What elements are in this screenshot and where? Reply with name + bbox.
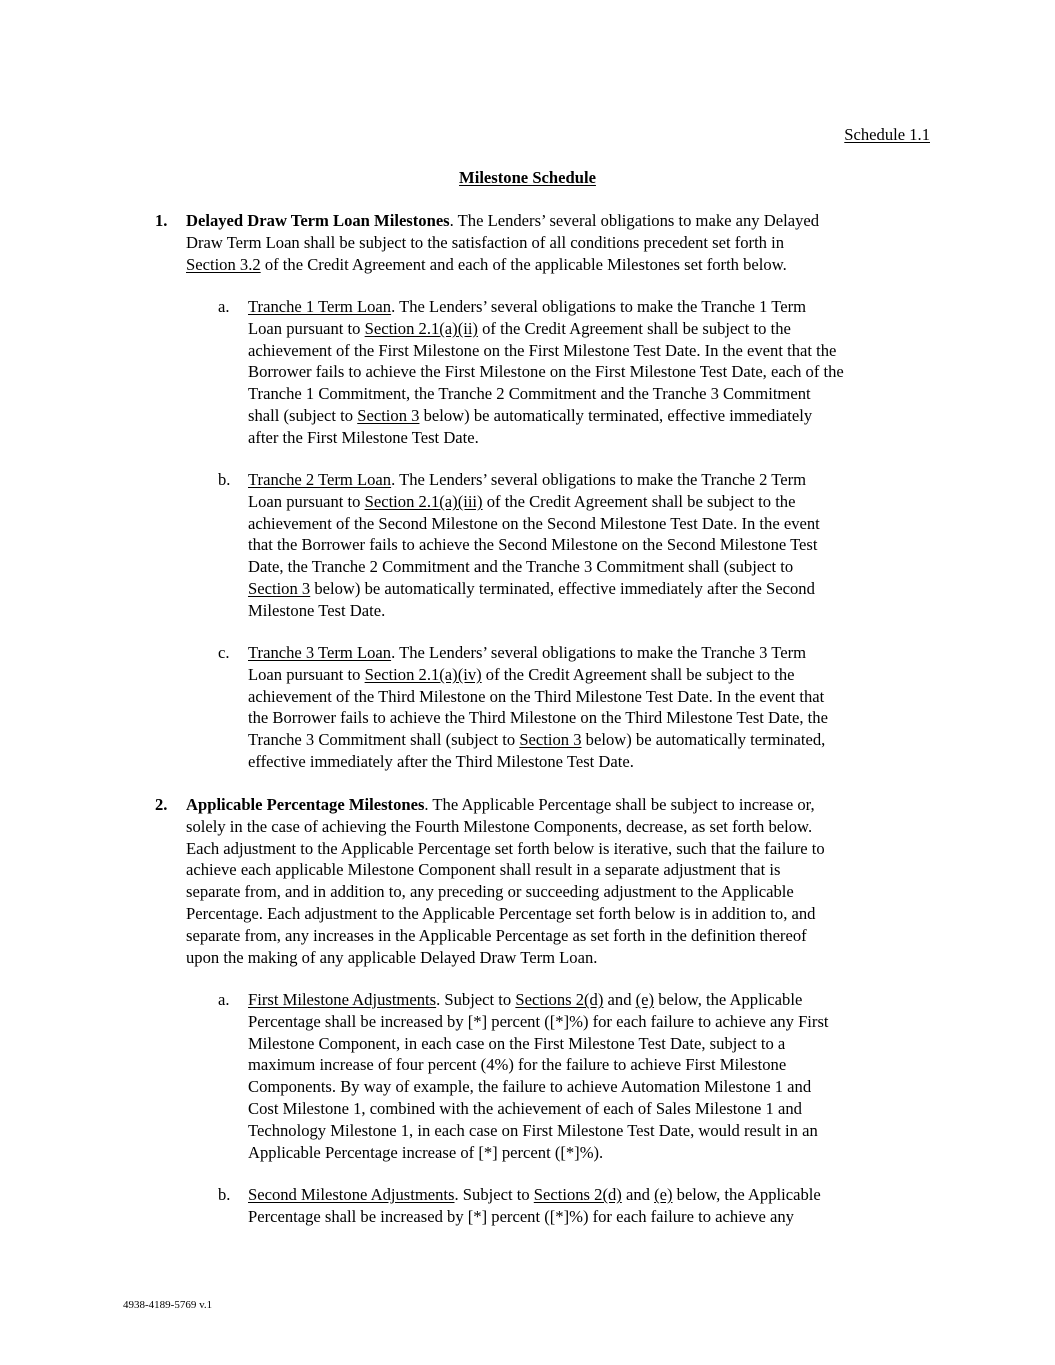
section-link[interactable]: Section 3 [357,405,420,425]
text-line: . The Lenders’ several obligations to make the Tranche 2 Term [391,470,807,489]
text-line: Borrower fails to achieve the First Milestone on the First Milestone Test Date, each of the [248,362,844,382]
text-line: Percentage. Each adjustment to the Applicable Percentage set forth below is in addition to, and [186,903,816,923]
subsection-1b [218,469,938,622]
text-line: Technology Milestone 1, in each case on First Milestone Test Date, would result in an [248,1120,818,1140]
text-line: . Subject to [436,990,516,1009]
page-title: Milestone Schedule [459,168,596,187]
text-line: below, the Applicable [672,1185,821,1204]
section-link[interactable]: Sections 2(d) [515,990,604,1009]
text-line: after the First Milestone Test Date. [248,427,479,447]
subsection-1c [218,642,938,773]
section-2 [155,794,935,968]
text-line: Percentage shall be increased by [*] percent ([*]%) for each failure to achieve any [248,1206,794,1226]
section-link[interactable]: (e) [635,990,655,1009]
text-line: Applicable Percentage increase of [*] percent ([*]%). [248,1142,604,1162]
text-line: Components. By way of example, the failure to achieve Automation Milestone 1 and [248,1077,812,1097]
subsection-letter: c. [218,643,230,662]
text-line: achievement of the Second Milestone on the Second Milestone Test Date. In the event [248,513,820,533]
text-line: . The Lenders’ several obligations to make any Delayed [449,211,820,230]
text-line: Loan pursuant to [248,491,365,511]
text-line: achievement of the Third Milestone on the Third Milestone Test Date. In the event that [248,686,825,706]
text-line: and [621,1185,655,1204]
section-link[interactable]: Section 2.1(a)(ii) [364,318,478,338]
section-heading: Delayed Draw Term Loan Milestones [186,211,450,230]
text-line: . The Lenders’ several obligations to make the Tranche 1 Term [391,297,807,316]
text-line: achieve each applicable Milestone Component shall result in a separate adjustment that is [186,860,781,880]
subsection-letter: b. [218,470,231,489]
subsection-2a [218,989,938,1163]
text-line: Each adjustment to the Applicable Percentage set forth below is iterative, such that the failure to [186,838,825,858]
text-line: below) be automatically terminated, effective immediately [419,405,813,425]
text-line: the Borrower fails to achieve the Third Milestone on the Third Milestone Test Date, the [248,708,828,728]
subsection-heading: Second Milestone Adjustments [248,1185,455,1204]
text-line: of the Credit Agreement shall be subject to the [477,318,791,338]
text-line: of the Credit Agreement shall be subject to the [482,491,796,511]
text-line: of the Credit Agreement and each of the applicable Milestones set forth below. [264,254,787,274]
subsection-heading: Tranche 3 Term Loan [248,643,392,662]
text-line: solely in the case of achieving the Fourth Milestone Components, decrease, as set forth below. [186,816,813,836]
text-line: Milestone Component, in each case on the First Milestone Test Date, subject to a [248,1033,786,1053]
text-line: maximum increase of four percent (4%) for the failure to achieve First Milestone [248,1055,787,1075]
text-line: . The Lenders’ several obligations to make the Tranche 3 Term [391,643,807,662]
section-number: 2. [155,795,168,814]
subsection-letter: a. [218,990,230,1009]
text-line: Loan pursuant to [248,318,365,338]
text-line: upon the making of any applicable Delayed Draw Term Loan. [186,947,598,967]
text-line: separate from, and in addition to, any preceding or succeeding adjustment to the Applicable [186,882,794,902]
subsection-heading: First Milestone Adjustments [248,990,437,1009]
text-line: . The Applicable Percentage shall be subject to increase or, [424,795,815,814]
text-line: achievement of the First Milestone on the First Milestone Test Date. In the event that the [248,340,837,360]
section-heading: Applicable Percentage Milestones [186,795,425,814]
subsection-1a [218,296,938,449]
text-line: Tranche 1 Commitment, the Tranche 2 Commitment and the Tranche 3 Commitment [248,384,811,404]
text-line: effective immediately after the Third Milestone Test Date. [248,751,634,771]
subsection-2b [218,1184,938,1228]
text-line: Date, the Tranche 2 Commitment and the Tranche 3 Commitment shall (subject to [248,557,794,577]
text-line: Milestone Test Date. [248,600,386,620]
text-line: Percentage shall be increased by [*] percent ([*]%) for each failure to achieve any First [248,1011,829,1031]
section-link[interactable]: Section 3 [519,730,582,750]
section-link[interactable]: Section 2.1(a)(iii) [364,491,483,511]
text-line: Tranche 3 Commitment shall (subject to [248,730,520,750]
schedule-reference: Schedule 1.1 [844,125,930,144]
subsection-letter: b. [218,1185,231,1204]
text-line: below, the Applicable [654,990,803,1009]
subsection-heading: Tranche 2 Term Loan [248,470,392,489]
section-link[interactable]: Section 2.1(a)(iv) [364,664,482,684]
section-link[interactable]: Section 3 [248,578,311,598]
text-line: below) be automatically terminated, [581,730,826,750]
section-number: 1. [155,211,168,230]
subsection-heading: Tranche 1 Term Loan [248,297,392,316]
text-line: that the Borrower fails to achieve the Second Milestone on the Second Milestone Test [248,535,818,555]
text-line: separate from, any increases in the Applicable Percentage as set forth in the definition thereof [186,925,807,945]
section-link[interactable]: Section 3.2 [186,254,261,274]
subsection-letter: a. [218,297,230,316]
text-line: and [603,990,636,1009]
section-link[interactable]: (e) [654,1185,673,1204]
document-id-footer: 4938-4189-5769 v.1 [123,1299,213,1311]
text-line: Draw Term Loan shall be subject to the satisfaction of all conditions precedent set forth in [186,232,785,252]
text-line: . Subject to [454,1185,534,1204]
section-link[interactable]: Sections 2(d) [533,1185,622,1204]
text-line: Cost Milestone 1, combined with the achievement of each of Sales Milestone 1 and [248,1098,802,1118]
text-line: Loan pursuant to [248,664,365,684]
text-line: shall (subject to [248,405,358,425]
text-line: below) be automatically terminated, effective immediately after the Second [310,578,815,598]
section-1 [155,210,935,275]
text-line: of the Credit Agreement shall be subject to the [481,664,795,684]
